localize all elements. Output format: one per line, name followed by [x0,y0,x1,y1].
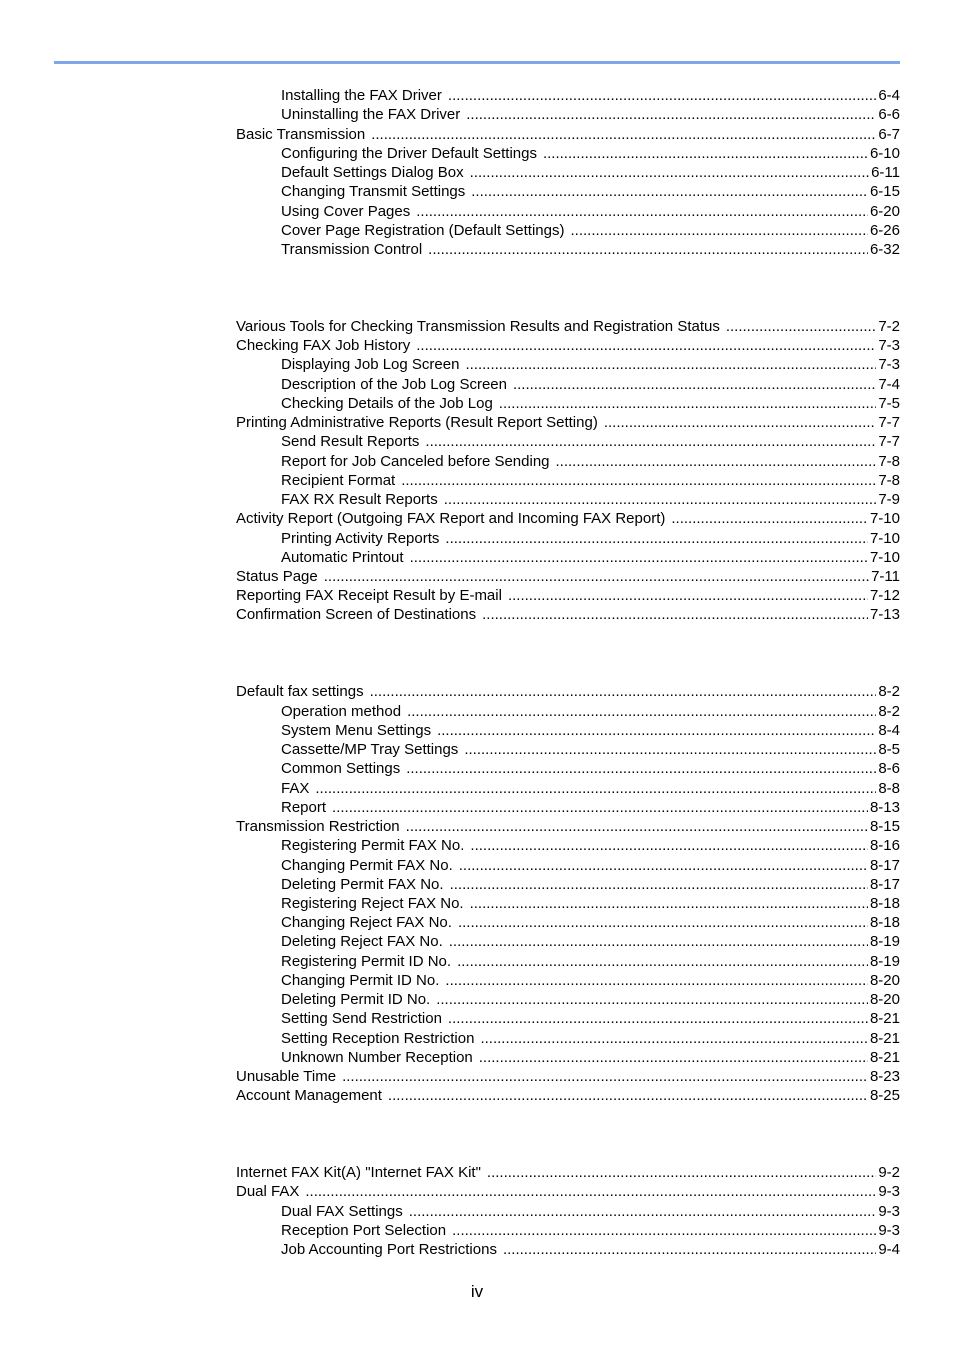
toc-entry[interactable] [281,1221,900,1240]
toc-entry-label: Printing Administrative Reports (Result Report Setting) [236,414,598,431]
toc-entry-label: Changing Reject FAX No. [281,914,452,931]
toc-entry[interactable] [281,721,900,740]
toc-entry-page: 8-2 [878,703,900,720]
toc-entry-page: 6-20 [869,203,900,220]
dot-leader [428,240,868,259]
toc-entry[interactable] [281,86,900,105]
dot-leader [370,682,877,701]
dot-leader [452,1221,876,1240]
toc-entry-page: 6-15 [869,183,900,200]
toc-entry-page: 7-7 [878,414,900,431]
dot-leader [437,721,876,740]
toc-entry[interactable] [281,375,900,394]
toc-entry-page: 7-3 [878,356,900,373]
toc-entry-label: Report [281,799,327,816]
toc-entry-page: 7-8 [878,453,900,470]
toc-entry-page: 8-25 [869,1087,900,1104]
dot-leader [436,990,868,1009]
toc-entry-page: 8-8 [878,780,900,797]
toc-entry-label: Transmission Control [281,241,423,258]
toc-entry-label: Printing Activity Reports [281,530,440,547]
toc-entry-page: 7-5 [878,395,900,412]
dot-leader [457,952,868,971]
toc-entry-page: 7-10 [869,510,900,527]
toc-entry-label: Installing the FAX Driver [281,87,442,104]
toc-entry-page: 7-11 [871,568,900,585]
toc-entry[interactable] [281,471,900,490]
dot-leader [482,605,868,624]
dot-leader [371,125,876,144]
toc-entry[interactable] [281,798,900,817]
toc-entry-label: Transmission Restriction [236,818,400,835]
toc-entry[interactable] [281,452,900,471]
toc-entry[interactable] [281,432,900,451]
toc-entry[interactable] [281,913,900,932]
toc-entry[interactable] [281,779,900,798]
toc-entry-label: Registering Permit ID No. [281,953,452,970]
toc-entry-label: Report for Job Canceled before Sending [281,453,550,470]
toc-entry[interactable] [281,394,900,413]
toc-entry[interactable] [236,509,900,528]
toc-entry-page: 8-6 [878,760,900,777]
dot-leader [479,1048,868,1067]
toc-entry-page: 8-17 [869,876,900,893]
toc-entry-label: FAX [281,780,310,797]
dot-leader [503,1240,876,1259]
toc-entry-label: Changing Permit FAX No. [281,857,453,874]
toc-entry-page: 8-21 [869,1010,900,1027]
toc-entry[interactable] [281,1029,900,1048]
toc-entry-page: 7-2 [878,318,900,335]
toc-entry-label: Automatic Printout [281,549,404,566]
toc-entry[interactable] [236,317,900,336]
toc-entry-page: 8-5 [878,741,900,758]
toc-entry[interactable] [281,221,900,240]
dot-leader [315,779,876,798]
toc-entry-page: 8-17 [869,857,900,874]
dot-leader [465,355,876,374]
dot-leader [470,894,868,913]
toc-entry-page: 9-3 [878,1183,900,1200]
dot-leader [570,221,867,240]
toc-entry-label: Registering Permit FAX No. [281,837,465,854]
dot-leader [332,798,868,817]
toc-entry[interactable] [236,1067,900,1086]
toc-entry[interactable] [236,125,900,144]
toc-entry[interactable] [281,856,900,875]
toc-entry-label: Basic Transmission [236,126,366,143]
toc-entry[interactable] [281,105,900,124]
dot-leader [342,1067,868,1086]
toc-entry[interactable] [281,1202,900,1221]
toc-entry[interactable] [281,240,900,259]
toc-entry-page: 8-18 [869,895,900,912]
toc-entry-page: 8-23 [869,1068,900,1085]
toc-entry-page: 8-18 [869,914,900,931]
dot-leader [726,317,876,336]
dot-leader [604,413,876,432]
toc-entry-page: 8-4 [878,722,900,739]
toc-entry-label: Dual FAX Settings [281,1203,403,1220]
toc-entry-label: Confirmation Screen of Destinations [236,606,477,623]
toc-entry[interactable] [281,1048,900,1067]
toc-entry-label: Account Management [236,1087,382,1104]
toc-entry-label: Changing Transmit Settings [281,183,466,200]
toc-entry[interactable] [236,682,900,701]
page-number: iv [470,1282,484,1301]
toc-entry[interactable] [281,355,900,374]
toc-entry-page: 8-15 [869,818,900,835]
dot-leader [416,202,868,221]
toc-entry-page: 9-4 [878,1241,900,1258]
dot-leader [487,1163,876,1182]
toc-entry-page: 8-21 [869,1049,900,1066]
toc-entry-label: Job Accounting Port Restrictions [281,1241,497,1258]
toc-entry-page: 8-20 [869,972,900,989]
dot-leader [513,375,876,394]
dot-leader [471,182,868,201]
dot-leader [406,817,868,836]
toc-entry-label: Unusable Time [236,1068,337,1085]
toc-entry-label: Using Cover Pages [281,203,411,220]
toc-entry-label: Setting Send Restriction [281,1010,442,1027]
toc-entry[interactable] [236,336,900,355]
toc-entry[interactable] [236,605,900,624]
dot-leader [466,105,876,124]
dot-leader [458,913,868,932]
toc-entry-page: 6-26 [869,222,900,239]
toc-entry[interactable] [281,990,900,1009]
toc-entry[interactable] [236,586,900,605]
toc-entry-page: 6-7 [878,126,900,143]
toc-entry-page: 7-7 [878,433,900,450]
dot-leader [459,856,868,875]
toc-entry[interactable] [281,529,900,548]
toc-entry[interactable] [281,1009,900,1028]
toc-entry-label: Deleting Permit ID No. [281,991,431,1008]
toc-entry-page: 7-12 [869,587,900,604]
toc-entry[interactable] [281,971,900,990]
dot-leader [470,836,868,855]
dot-leader [449,932,868,951]
toc-entry-page: 9-3 [878,1222,900,1239]
toc-entry-page: 8-21 [869,1030,900,1047]
toc-entry-page: 9-2 [878,1164,900,1181]
toc-entry-label: Status Page [236,568,318,585]
toc-entry-page: 7-10 [869,530,900,547]
toc-entry[interactable] [236,1086,900,1105]
dot-leader [671,509,868,528]
toc-entry[interactable] [281,759,900,778]
toc-entry-label: Checking FAX Job History [236,337,411,354]
dot-leader [448,86,876,105]
toc-entry-page: 6-11 [871,164,900,181]
toc-entry-label: Activity Report (Outgoing FAX Report and Incoming FAX Report) [236,510,666,527]
toc-entry-page: 8-13 [869,799,900,816]
toc-entry-page: 6-32 [869,241,900,258]
dot-leader [305,1182,876,1201]
dot-leader [445,971,868,990]
toc-entry-page: 8-2 [878,683,900,700]
dot-leader [409,1202,877,1221]
dot-leader [407,702,876,721]
dot-leader [410,548,868,567]
dot-leader [508,586,868,605]
toc-entry-label: Changing Permit ID No. [281,972,440,989]
toc-entry-label: Cover Page Registration (Default Settings) [281,222,565,239]
toc-entry[interactable] [281,202,900,221]
toc-entry-label: Recipient Format [281,472,396,489]
toc-entry-label: Various Tools for Checking Transmission Results and Registration Status [236,318,720,335]
toc-entry[interactable] [281,740,900,759]
toc-entry-label: Deleting Permit FAX No. [281,876,444,893]
toc-entry-label: FAX RX Result Reports [281,491,438,508]
toc-entry-label: Default fax settings [236,683,364,700]
toc-entry-label: System Menu Settings [281,722,432,739]
dot-leader [448,1009,868,1028]
toc-entry-page: 7-4 [878,376,900,393]
dot-leader [416,336,876,355]
toc-entry-page: 8-20 [869,991,900,1008]
dot-leader [444,490,877,509]
toc-entry[interactable] [281,182,900,201]
toc-entry-label: Deleting Reject FAX No. [281,933,443,950]
toc-entry-label: Default Settings Dialog Box [281,164,464,181]
dot-leader [480,1029,868,1048]
toc-entry-page: 7-13 [869,606,900,623]
toc-entry[interactable] [281,894,900,913]
toc-entry[interactable] [281,1240,900,1259]
toc-entry-page: 9-3 [878,1203,900,1220]
toc-entry-label: Configuring the Driver Default Settings [281,145,537,162]
toc-entry[interactable] [236,567,900,586]
toc-entry[interactable] [236,413,900,432]
dot-leader [401,471,876,490]
toc-entry[interactable] [281,875,900,894]
toc-entry-label: Internet FAX Kit(A) "Internet FAX Kit" [236,1164,481,1181]
dot-leader [324,567,869,586]
toc-entry-label: Checking Details of the Job Log [281,395,493,412]
dot-leader [425,432,876,451]
toc-entry[interactable] [281,144,900,163]
dot-leader [499,394,877,413]
toc-entry[interactable] [281,163,900,182]
toc-entry-label: Displaying Job Log Screen [281,356,460,373]
toc-entry-page: 7-3 [878,337,900,354]
toc-entry[interactable] [281,932,900,951]
dot-leader [556,452,877,471]
dot-leader [470,163,869,182]
toc-entry-label: Registering Reject FAX No. [281,895,464,912]
dot-leader [388,1086,868,1105]
toc-entry[interactable] [281,490,900,509]
toc-entry-label: Reception Port Selection [281,1222,447,1239]
toc-entry-label: Reporting FAX Receipt Result by E-mail [236,587,502,604]
dot-leader [445,529,868,548]
toc-entry[interactable] [236,817,900,836]
dot-leader [450,875,868,894]
toc-entry-page: 7-8 [878,472,900,489]
toc-entry-label: Unknown Number Reception [281,1049,473,1066]
toc-entry[interactable] [281,952,900,971]
toc-entry-label: Cassette/MP Tray Settings [281,741,459,758]
toc-entry-page: 7-10 [869,549,900,566]
toc-entry[interactable] [236,1182,900,1201]
toc-entry-label: Dual FAX [236,1183,300,1200]
toc-entry-label: Send Result Reports [281,433,420,450]
toc-entry[interactable] [236,1163,900,1182]
toc-entry-page: 8-19 [869,933,900,950]
toc-entry-page: 8-16 [869,837,900,854]
toc-entry-label: Common Settings [281,760,401,777]
toc-entry-label: Operation method [281,703,402,720]
dot-leader [464,740,876,759]
toc-entry[interactable] [281,702,900,721]
toc-entry-page: 8-19 [869,953,900,970]
toc-entry-page: 6-4 [878,87,900,104]
toc-entry-label: Uninstalling the FAX Driver [281,106,461,123]
toc-entry[interactable] [281,836,900,855]
toc-entry[interactable] [281,548,900,567]
toc-entry-page: 6-6 [878,106,900,123]
dot-leader [406,759,876,778]
toc-entry-page: 6-10 [869,145,900,162]
toc-entry-page: 7-9 [878,491,900,508]
toc-entry-label: Setting Reception Restriction [281,1030,475,1047]
toc-entry-label: Description of the Job Log Screen [281,376,507,393]
header-rule [54,61,900,64]
dot-leader [543,144,868,163]
